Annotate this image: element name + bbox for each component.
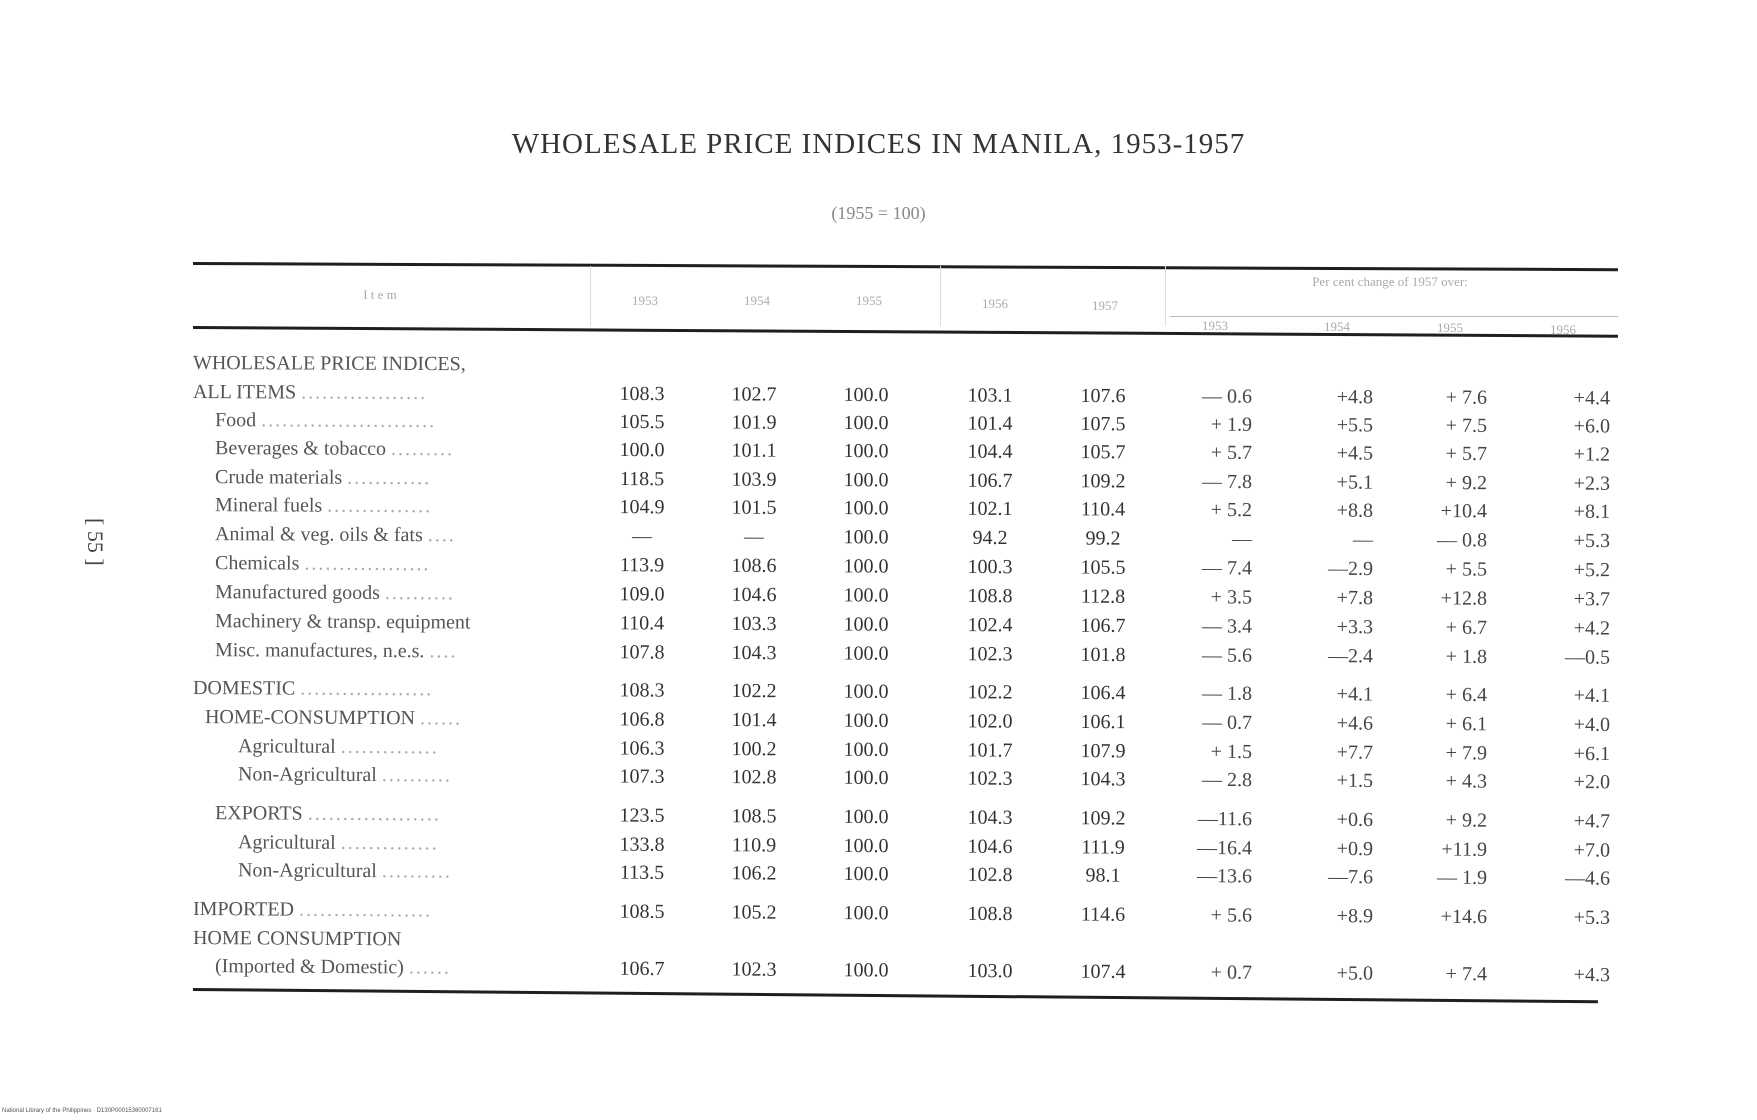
pct-change-value: +5.3: [1573, 529, 1611, 553]
column-divider: [940, 266, 941, 326]
pct-change-value: +1.2: [1573, 443, 1611, 466]
index-value: 107.9: [1080, 740, 1126, 763]
pct-year-header: 1953: [1202, 318, 1228, 333]
index-value: 110.4: [619, 612, 665, 635]
index-value: 100.0: [843, 680, 889, 703]
index-value: 100.0: [843, 959, 889, 982]
pct-change-value: +4.0: [1573, 713, 1611, 736]
pct-change-value: +5.5: [1336, 414, 1374, 437]
leader-dots: ..............: [340, 735, 439, 759]
pct-change-value: +3.3: [1336, 616, 1374, 639]
index-value: 100.0: [843, 497, 889, 520]
index-value: 101.4: [731, 709, 777, 732]
leader-dots: ...................: [300, 677, 434, 701]
row-label: [193, 677, 433, 701]
pct-change-value: + 5.2: [1210, 498, 1253, 522]
index-value: 105.5: [1080, 556, 1126, 579]
index-value: 94.2: [972, 526, 1008, 550]
index-value: 101.9: [731, 411, 777, 434]
page-title: WHOLESALE PRICE INDICES IN MANILA, 1953-1957: [511, 128, 1246, 160]
row-label-text: Animal & veg. oils & fats: [214, 523, 423, 547]
index-value: 106.4: [1080, 681, 1126, 705]
leader-dots: ..................: [301, 381, 428, 405]
row-label-text: Misc. manufactures, n.e.s.: [214, 639, 425, 663]
pct-change-value: +0.6: [1336, 808, 1374, 832]
pct-change-value: — 1.8: [1201, 682, 1253, 705]
index-value: 133.8: [619, 833, 665, 856]
row-label: [215, 802, 441, 826]
pct-change-value: + 6.7: [1445, 616, 1488, 639]
index-value: 104.6: [731, 583, 777, 607]
pct-change-value: + 5.7: [1210, 441, 1253, 464]
index-value: 101.4: [967, 412, 1013, 435]
row-label-text: EXPORTS: [214, 802, 303, 825]
index-value: 107.4: [1080, 960, 1126, 984]
pct-change-value: — 7.4: [1201, 557, 1253, 580]
pct-change-value: —13.6: [1196, 865, 1253, 888]
row-label-text: WHOLESALE PRICE INDICES,: [192, 352, 466, 376]
leader-dots: ..........: [381, 764, 452, 787]
leader-dots: ...................: [298, 898, 433, 922]
leader-dots: ......: [419, 707, 463, 730]
row-label: [215, 494, 432, 518]
index-value: 102.0: [967, 710, 1013, 733]
index-value: [945, 932, 1035, 933]
pct-change-value: — 0.6: [1201, 385, 1253, 408]
pct-change-value: + 1.5: [1210, 740, 1253, 764]
index-value: 107.6: [1080, 384, 1126, 408]
row-label-text: Non-Agricultural: [237, 859, 377, 883]
pct-change-value: [1283, 934, 1373, 935]
row-label-text: Chemicals: [214, 552, 300, 575]
row-label-text: Crude materials: [214, 466, 343, 489]
pct-change-value: +7.0: [1573, 839, 1611, 862]
pct-change-value: —7.6: [1327, 865, 1374, 889]
pct-change-value: + 3.5: [1210, 586, 1253, 609]
row-label: [215, 437, 454, 461]
row-label: [215, 466, 431, 490]
pct-change-value: [1162, 933, 1252, 934]
pct-change-value: +6.1: [1573, 742, 1611, 766]
index-value: 101.1: [731, 439, 777, 462]
pct-change-value: — 3.4: [1201, 615, 1253, 638]
index-value: 100.0: [843, 411, 889, 435]
index-value: 103.0: [967, 960, 1013, 983]
index-value: 100.0: [843, 834, 889, 858]
row-label: [215, 523, 456, 547]
pct-change-value: + 7.6: [1445, 386, 1488, 409]
row-label: [205, 706, 462, 730]
index-value: 101.5: [731, 496, 777, 519]
index-value: 105.5: [619, 410, 665, 434]
pct-change-value: +4.1: [1573, 684, 1611, 707]
pct-change-value: +2.0: [1573, 771, 1611, 794]
index-value: 102.7: [731, 383, 777, 406]
pct-year-header: 1956: [1550, 322, 1576, 337]
index-value: 100.0: [843, 584, 889, 607]
pct-change-value: — 7.8: [1201, 470, 1253, 494]
row-label-text: (Imported & Domestic): [214, 955, 404, 979]
index-value: 108.3: [619, 382, 665, 406]
pct-change-value: +5.1: [1336, 471, 1374, 494]
index-value: 111.9: [1081, 836, 1125, 859]
pct-change-value: + 7.9: [1445, 742, 1488, 765]
year-header: 1955: [856, 293, 882, 308]
index-value: 110.9: [731, 834, 777, 857]
index-value: 114.6: [1080, 903, 1126, 926]
index-value: 102.8: [731, 766, 777, 789]
index-value: 108.3: [619, 679, 665, 702]
leader-dots: ....: [429, 640, 458, 663]
table-row: [0, 638, 1757, 674]
index-value: 102.3: [967, 767, 1013, 790]
index-value: 113.5: [619, 861, 665, 884]
index-value: 104.6: [967, 835, 1013, 858]
index-value: 100.0: [843, 738, 889, 761]
pct-change-value: [1520, 935, 1610, 936]
leader-dots: .........................: [261, 409, 437, 433]
pct-change-value: +5.3: [1573, 906, 1611, 929]
index-value: 98.1: [1085, 864, 1121, 887]
index-value: 107.8: [619, 641, 665, 664]
pct-change-value: +1.5: [1336, 769, 1374, 792]
pct-change-value: +4.7: [1573, 810, 1611, 833]
pct-change-value: + 1.9: [1210, 413, 1253, 436]
index-value: 100.0: [619, 438, 665, 462]
year-header: 1953: [632, 293, 658, 308]
pct-change-value: + 0.7: [1210, 961, 1253, 984]
index-value: 106.3: [619, 737, 665, 760]
pct-change-value: —16.4: [1196, 837, 1253, 860]
pct-change-value: +5.0: [1336, 962, 1374, 985]
row-label: [215, 581, 455, 605]
pct-change-header: Per cent change of 1957 over:: [1312, 274, 1468, 289]
row-label-text: IMPORTED: [192, 898, 295, 921]
row-label-text: DOMESTIC: [192, 677, 296, 700]
index-value: 108.8: [967, 902, 1013, 926]
year-header: 1954: [744, 293, 770, 308]
pct-change-value: +7.8: [1336, 586, 1374, 610]
pct-change-value: + 9.2: [1445, 809, 1488, 832]
index-value: 107.3: [619, 765, 665, 788]
pct-change-value: +12.8: [1440, 587, 1488, 610]
leader-dots: ..................: [304, 552, 431, 576]
pct-change-value: + 7.4: [1445, 963, 1488, 986]
pct-change-value: +10.4: [1440, 500, 1488, 523]
index-value: 107.5: [1080, 413, 1126, 436]
index-value: 103.9: [731, 468, 777, 491]
leader-dots: ...............: [327, 494, 433, 518]
leader-dots: ..............: [340, 831, 439, 855]
row-label: [238, 859, 452, 883]
row-label-text: Agricultural: [237, 735, 336, 758]
index-value: [821, 931, 911, 932]
index-value: 100.0: [843, 902, 889, 925]
bottom-rule: [193, 988, 1598, 1003]
index-value: 106.7: [1080, 614, 1126, 637]
row-label-text: HOME-CONSUMPTION: [204, 706, 416, 730]
pct-change-value: — 2.8: [1201, 768, 1253, 792]
index-value: 104.4: [967, 440, 1013, 463]
row-label-text: Agricultural: [237, 831, 336, 854]
leader-dots: ..........: [384, 581, 456, 605]
row-label: [193, 352, 466, 376]
column-divider: [590, 266, 591, 326]
index-value: 100.0: [843, 440, 889, 463]
index-value: 102.2: [967, 681, 1013, 704]
index-value: 100.0: [843, 766, 889, 790]
index-value: 103.1: [967, 384, 1013, 407]
row-label: [193, 927, 402, 951]
pct-change-value: + 7.5: [1445, 414, 1488, 437]
index-value: 100.0: [843, 469, 889, 492]
item-column-header: I t e m: [363, 287, 397, 302]
index-value: 105.2: [731, 901, 777, 924]
index-value: 99.2: [1085, 527, 1121, 550]
leader-dots: ............: [347, 466, 432, 490]
row-label: [215, 639, 458, 663]
index-value: 102.1: [967, 497, 1013, 521]
index-value: 103.3: [731, 612, 777, 636]
index-value: 106.7: [619, 957, 665, 981]
pct-change-value: —: [1231, 528, 1253, 551]
leader-dots: .........: [391, 437, 455, 461]
pct-change-value: — 0.7: [1201, 711, 1253, 734]
index-value: 108.8: [967, 585, 1013, 608]
table-row: [0, 351, 1757, 385]
index-value: 106.7: [967, 469, 1013, 492]
index-value: 100.2: [731, 738, 777, 761]
row-label-text: Mineral fuels: [214, 494, 323, 517]
index-value: 100.3: [967, 555, 1013, 579]
top-rule: [193, 262, 1618, 271]
index-value: 110.4: [1080, 498, 1126, 521]
pct-change-value: +4.3: [1573, 963, 1611, 987]
pct-change-value: +14.6: [1440, 905, 1488, 929]
pct-change-value: + 5.6: [1210, 904, 1253, 927]
index-value: 100.0: [843, 383, 889, 407]
index-value: 101.8: [1080, 643, 1126, 667]
index-value: 108.5: [731, 805, 777, 828]
pct-change-value: + 6.4: [1445, 683, 1488, 707]
index-value: 104.3: [731, 641, 777, 665]
year-header: 1956: [982, 296, 1008, 311]
index-value: 104.3: [1080, 768, 1126, 791]
index-value: [709, 930, 799, 931]
pct-change-value: + 4.3: [1445, 770, 1488, 793]
pct-group-rule: [1170, 316, 1618, 317]
index-value: 105.7: [1080, 441, 1126, 464]
pct-year-header: 1954: [1324, 319, 1350, 334]
pct-change-value: +8.8: [1336, 499, 1374, 522]
index-value: 102.3: [731, 958, 777, 981]
row-label-text: Machinery & transp. equipment: [214, 610, 471, 634]
pct-change-value: —2.4: [1327, 645, 1374, 668]
row-label: [215, 610, 471, 634]
table-row: [0, 436, 1757, 470]
index-value: 112.8: [1080, 585, 1126, 608]
index-value: 100.0: [843, 642, 889, 665]
index-value: 109.0: [619, 583, 665, 606]
pct-change-value: +4.4: [1573, 387, 1611, 410]
index-value: —: [631, 525, 653, 548]
index-value: 113.9: [619, 554, 665, 577]
pct-change-value: —2.9: [1327, 557, 1374, 581]
row-label: [215, 955, 451, 980]
pct-change-value: — 0.8: [1436, 529, 1488, 552]
row-label-text: Beverages & tobacco: [214, 437, 387, 460]
pct-change-value: +4.1: [1336, 683, 1374, 706]
pct-change-value: —11.6: [1197, 807, 1253, 831]
index-value: 101.7: [967, 739, 1013, 762]
leader-dots: ......: [408, 956, 451, 979]
index-value: 106.2: [731, 862, 777, 885]
row-label: [193, 898, 432, 922]
row-label: [238, 735, 439, 759]
pct-change-value: —4.6: [1564, 867, 1611, 890]
index-value: 118.5: [619, 468, 665, 491]
row-label: [215, 552, 431, 576]
index-value: 108.5: [619, 900, 665, 923]
index-value: 104.3: [967, 806, 1013, 829]
index-value: 100.0: [843, 613, 889, 636]
row-label-text: ALL ITEMS: [192, 381, 297, 404]
library-footer: National Library of the Philippines · D130P00015360007161: [2, 1108, 162, 1114]
index-value: 109.2: [1080, 807, 1126, 830]
pct-change-value: +0.9: [1336, 837, 1374, 861]
pct-change-value: + 6.1: [1445, 713, 1488, 736]
pct-change-value: +4.8: [1336, 386, 1374, 409]
pct-change-value: +5.2: [1573, 559, 1611, 582]
pct-change-value: — 5.6: [1201, 644, 1253, 667]
row-label-text: Food: [214, 409, 257, 432]
pct-change-value: +4.2: [1573, 617, 1611, 640]
row-label: [238, 763, 452, 787]
pct-change-value: +6.0: [1573, 415, 1611, 438]
index-value: 102.2: [731, 679, 777, 703]
index-value: —: [743, 525, 765, 548]
row-label-text: Manufactured goods: [214, 581, 381, 604]
pct-change-value: +3.7: [1573, 588, 1611, 611]
index-value: 102.8: [967, 863, 1013, 887]
pct-change-value: +2.3: [1573, 472, 1611, 495]
index-value: 109.2: [1080, 470, 1126, 493]
row-label: [193, 381, 427, 405]
index-value: 100.0: [843, 555, 889, 578]
row-label: [215, 409, 436, 433]
index-value: 100.0: [843, 805, 889, 829]
pct-change-value: + 9.2: [1445, 471, 1488, 495]
index-value: 106.1: [1080, 710, 1126, 734]
pct-change-value: +7.7: [1336, 741, 1374, 764]
pct-change-value: +11.9: [1441, 838, 1488, 861]
leader-dots: ...................: [307, 802, 441, 826]
column-divider: [1165, 266, 1166, 326]
pct-change-value: + 1.8: [1445, 645, 1488, 669]
pct-year-header: 1955: [1437, 320, 1463, 335]
year-header: 1957: [1092, 298, 1118, 313]
index-value: 102.3: [967, 643, 1013, 666]
leader-dots: ..........: [381, 860, 452, 883]
row-label-text: HOME CONSUMPTION: [192, 927, 402, 951]
pct-change-value: +8.9: [1336, 905, 1374, 928]
index-value: 100.0: [843, 526, 889, 549]
base-year-note: (1955 = 100): [831, 203, 926, 223]
pct-change-value: +8.1: [1573, 500, 1611, 523]
index-value: 108.6: [731, 554, 777, 577]
pct-change-value: —0.5: [1564, 646, 1611, 669]
page-number: [ 55 ]: [83, 518, 108, 566]
pct-change-value: + 5.5: [1445, 558, 1488, 581]
pct-change-value: +4.5: [1336, 442, 1374, 465]
row-label: [238, 831, 439, 855]
index-value: [597, 930, 687, 931]
index-value: 104.9: [619, 496, 665, 519]
leader-dots: ....: [427, 524, 456, 547]
pct-change-value: [1397, 935, 1487, 936]
pct-change-value: — 1.9: [1436, 866, 1488, 889]
index-value: 106.8: [619, 708, 665, 731]
pct-change-value: —: [1352, 528, 1374, 551]
index-value: 102.4: [967, 614, 1013, 637]
pct-change-value: +4.6: [1336, 712, 1374, 735]
row-label-text: Non-Agricultural: [237, 763, 377, 787]
index-value: 123.5: [619, 804, 665, 827]
index-value: [1058, 932, 1148, 933]
pct-change-value: + 5.7: [1445, 442, 1488, 466]
index-value: 100.0: [843, 709, 889, 732]
index-value: 100.0: [843, 862, 889, 886]
